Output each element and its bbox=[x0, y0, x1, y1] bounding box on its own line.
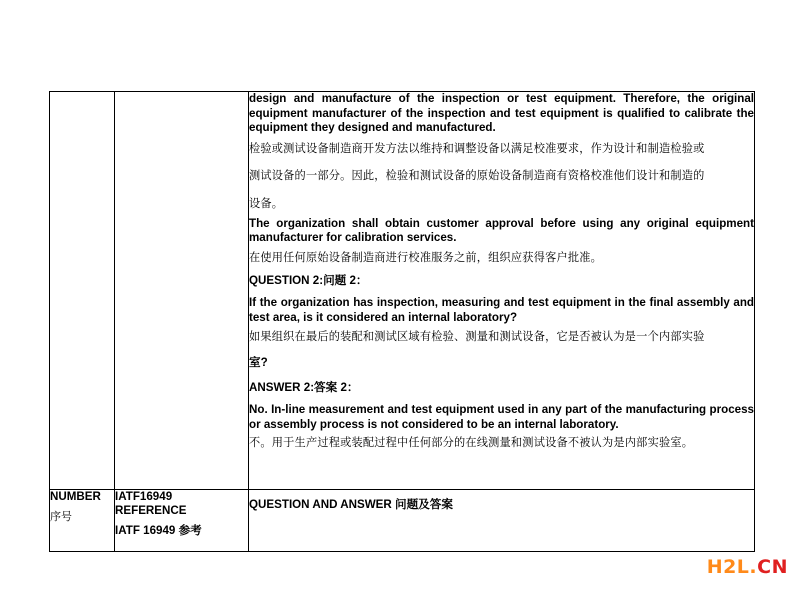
question-2-en: If the organization has inspection, measuring and test equipment in the final assembly and test area, is it considered an internal laboratory? bbox=[249, 296, 754, 324]
paragraph-1-zh-line-2: 测试设备的一部分。因此，检验和测试设备的原始设备制造商有资格校准他们设计和制造的 bbox=[249, 168, 705, 182]
qa-header-title: QUESTION AND ANSWER 问题及答案 bbox=[249, 498, 453, 511]
reference-header-en-1: IATF16949 bbox=[115, 490, 173, 503]
paragraph-1-zh-line-1: 检验或测试设备制造商开发方法以维持和调整设备以满足校准要求，作为设计和制造检验或 bbox=[249, 141, 705, 155]
number-header-cell bbox=[50, 490, 115, 552]
watermark-h2l: H2L bbox=[706, 556, 750, 578]
number-header-zh: 序号 bbox=[50, 510, 72, 523]
number-cell-empty bbox=[50, 92, 115, 490]
question-2-label: QUESTION 2:问题 2： bbox=[249, 273, 368, 287]
content-row bbox=[50, 92, 755, 490]
paragraph-2-en: The organization shall obtain customer approval before using any original equipment manufacturer for calibration services. bbox=[249, 216, 754, 244]
question-2-zh-line-1: 如果组织在最后的装配和测试区域有检验、测量和测试设备，它是否被认为是一个内部实验 bbox=[249, 330, 705, 343]
qa-header-cell bbox=[249, 490, 755, 552]
answer-2-zh: 不。用于生产过程或装配过程中任何部分的在线测量和测试设备不被认为是内部实验室。 bbox=[249, 436, 694, 449]
paragraph-1-en: design and manufacture of the inspection or test equipment. Therefore, the original equipment manufacturer of the inspection and test equipment is qualified to calibrate the equipment they designed and manufactured. bbox=[249, 92, 754, 134]
watermark-dot: . bbox=[749, 556, 758, 578]
site-watermark-logo bbox=[707, 556, 788, 578]
answer-2-en: No. In-line measurement and test equipment used in any part of the manufacturing process or assembly process is not considered to be an internal laboratory. bbox=[249, 403, 754, 431]
number-header-en: NUMBER bbox=[50, 490, 101, 503]
reference-header-en-2: REFERENCE bbox=[115, 504, 187, 517]
answer-2-label: ANSWER 2:答案 2： bbox=[249, 380, 359, 394]
paragraph-1-zh-line-3: 设备。 bbox=[249, 196, 284, 210]
reference-header-zh: IATF 16949 参考 bbox=[115, 524, 202, 537]
watermark-cn: CN bbox=[757, 556, 788, 578]
paragraph-2-zh: 在使用任何原始设备制造商进行校准服务之前，组织应获得客户批准。 bbox=[249, 250, 603, 264]
document-table bbox=[49, 91, 755, 552]
content-cell bbox=[249, 92, 755, 490]
reference-header-cell bbox=[115, 490, 249, 552]
question-2-zh-line-2: 室? bbox=[249, 356, 268, 369]
header-row bbox=[50, 490, 755, 552]
reference-cell-empty bbox=[115, 92, 249, 490]
